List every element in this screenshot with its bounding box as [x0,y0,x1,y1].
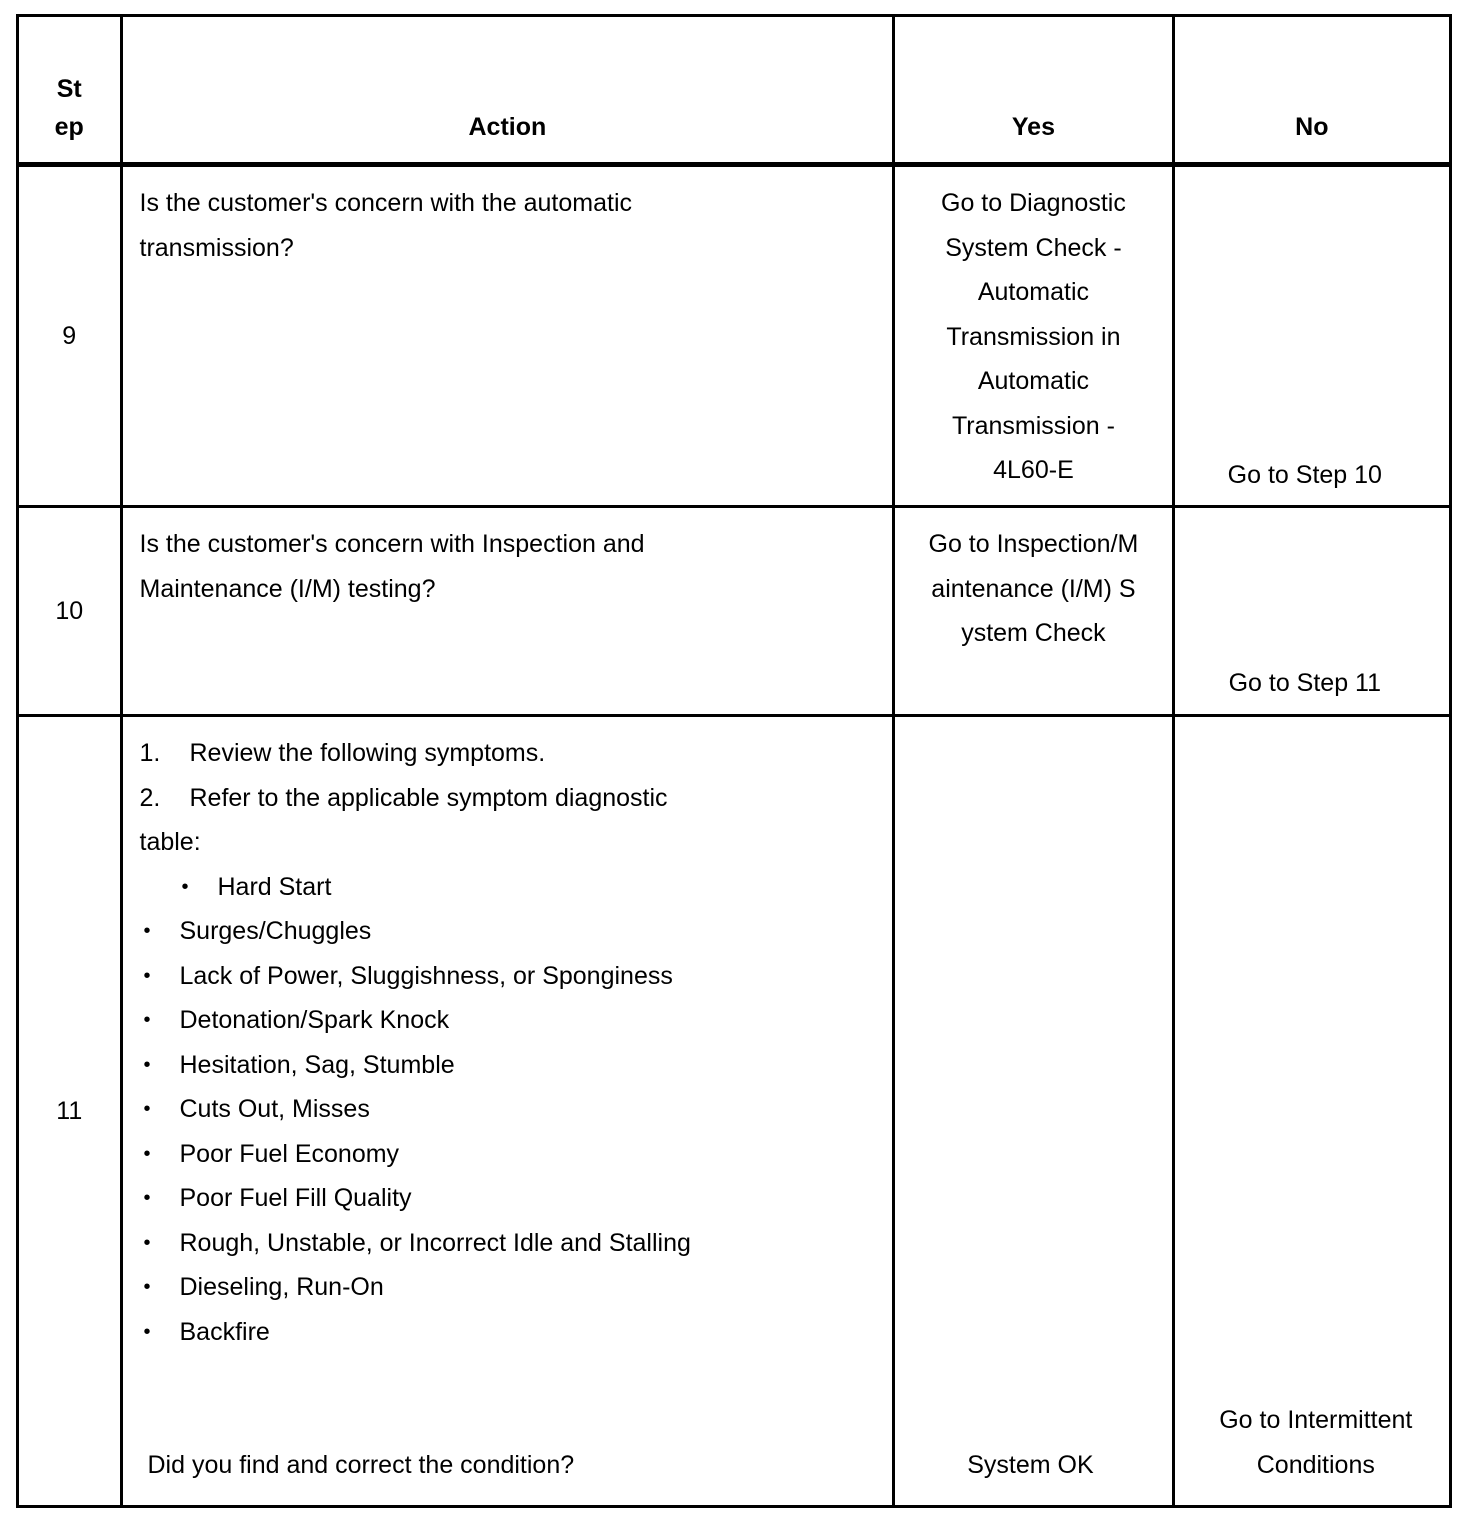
diagnostic-table [16,14,1452,1508]
bullet-icon: • [143,1142,151,1165]
bullet-icon: • [143,920,151,942]
action-cell [121,507,894,716]
yes-link[interactable]: Go to Inspection/Maintenance (I/M) System Check [928,530,1139,647]
symptom-item[interactable]: • Dieseling, Run-On [140,1265,877,1310]
yes-cell [894,165,1173,507]
bullet-icon: • [143,1320,151,1343]
procedure-steps [140,731,877,865]
no-cell [1173,716,1450,1507]
yes-link[interactable]: Go to Diagnostic System Check - Automatic Transmission in Automatic Transmission - 4L60-E [941,189,1126,484]
no-link[interactable]: Go to Intermittent Conditions [1219,1406,1413,1479]
bullet-icon: • [143,1276,151,1298]
bullet-icon: • [143,1098,151,1120]
bullet-icon: • [143,1053,151,1076]
procedure-step: 1. Review the following symptoms. [139,739,546,767]
bullet-icon: • [143,1187,151,1209]
symptom-item[interactable]: • Detonation/Spark Knock [140,998,877,1043]
step-number: 11 [18,716,122,1507]
header-no: No [1173,16,1450,165]
procedure-step: 2. Refer to the applicable symptom diagnostic table: [139,783,668,856]
action-text: Is the customer's concern with Inspection and Maintenance (I/M) testing? [139,530,645,603]
header-yes: Yes [894,16,1173,165]
symptom-item[interactable]: • Poor Fuel Economy [140,1132,877,1177]
symptom-list [140,865,877,1355]
step-number: 9 [18,165,122,507]
yes-link[interactable]: System OK [967,1450,1094,1479]
symptom-item[interactable]: • Surges/Chuggles [140,909,877,954]
question-text: Did you find and correct the condition? [147,1450,575,1479]
header-step-line2: ep [54,113,84,141]
step-number: 10 [18,507,122,716]
symptom-item[interactable]: • Lack of Power, Sluggishness, or Sponginess [140,954,877,999]
symptom-item[interactable]: • Rough, Unstable, or Incorrect Idle and Stalling [140,1221,877,1266]
table-row [18,716,1451,1507]
table-row [18,507,1451,716]
symptom-item[interactable]: • Hard Start [140,865,877,910]
bullet-icon: • [143,964,151,987]
symptom-item[interactable]: • Hesitation, Sag, Stumble [140,1043,877,1088]
no-cell [1173,507,1450,716]
action-cell [121,716,894,1507]
bullet-icon: • [143,1231,151,1254]
header-step [18,16,122,165]
action-text: Is the customer's concern with the automatic transmission? [139,189,632,262]
symptom-item[interactable]: • Backfire [140,1310,877,1355]
no-link[interactable]: Go to Step 11 [1228,668,1382,697]
bullet-icon: • [181,875,189,898]
yes-cell [894,507,1173,716]
symptom-item[interactable]: • Poor Fuel Fill Quality [140,1176,877,1221]
symptom-item[interactable]: • Cuts Out, Misses [140,1087,877,1132]
header-row [18,16,1451,165]
bullet-icon: • [143,1009,151,1031]
action-content [123,717,893,1354]
action-cell [121,165,894,507]
no-link[interactable]: Go to Step 10 [1227,460,1382,489]
header-step-line1: St [56,75,82,103]
table-row [18,165,1451,507]
header-action: Action [121,16,894,165]
yes-cell [894,716,1173,1507]
no-cell [1173,165,1450,507]
